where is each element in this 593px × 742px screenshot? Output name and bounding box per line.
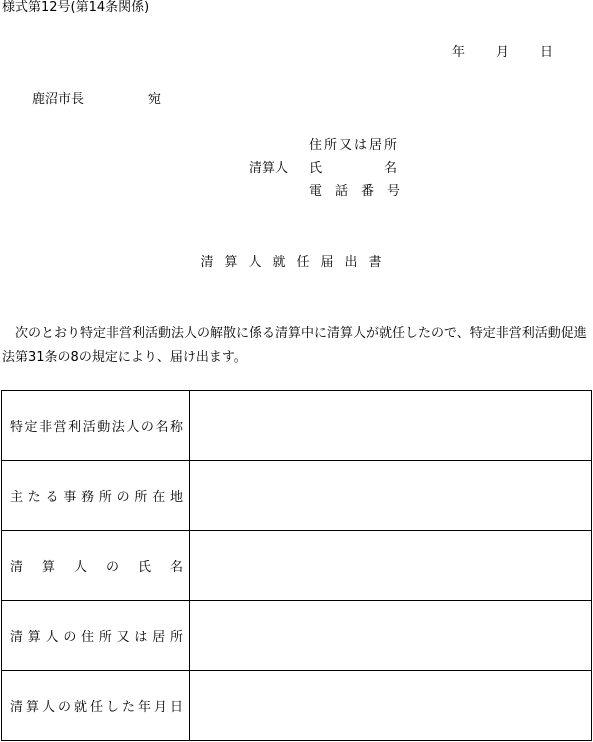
applicant-name-row (249, 161, 397, 184)
table-row (2, 601, 592, 671)
row-label-cell (2, 671, 190, 741)
table-row (2, 461, 592, 531)
row-label: 清算人の就任した年月日 (10, 700, 183, 715)
table-row (2, 531, 592, 601)
row-value-cell[interactable] (190, 461, 592, 531)
row-label: 清算人の氏名 (10, 560, 183, 575)
applicant-prefix: 清算人 (249, 161, 289, 176)
applicant-name-label: 氏 名 (309, 161, 397, 176)
applicant-address-label: 住所又は居所 (309, 138, 397, 153)
row-value-cell[interactable] (190, 391, 592, 461)
form-number: 様式第12号(第14条関係) (2, 0, 150, 15)
row-label-cell (2, 601, 190, 671)
row-label-cell (2, 531, 190, 601)
row-value-cell[interactable] (190, 601, 592, 671)
applicant-block (249, 138, 401, 207)
addressee (32, 92, 161, 108)
date-month-label: 月 (496, 45, 510, 60)
body-text: 次のとおり特定非営利活動法人の解散に係る清算中に清算人が就任したので、特定非営利活動促進法第31条の8の規定により、届け出ます。 (2, 326, 587, 365)
row-label: 清算人の住所又は居所 (10, 630, 183, 645)
row-label-cell (2, 391, 190, 461)
row-value-cell[interactable] (190, 671, 592, 741)
row-value-cell[interactable] (190, 531, 592, 601)
table-row (2, 391, 592, 461)
row-label: 特定非営利活動法人の名称 (10, 420, 183, 435)
addressee-suffix: 宛 (148, 92, 162, 107)
table-row (2, 671, 592, 741)
applicant-phone-label: 電 話 番 号 (309, 184, 401, 199)
document-title: 清算人就任届出書 (200, 255, 393, 270)
row-label-cell (2, 461, 190, 531)
applicant-phone-row (249, 184, 401, 207)
row-label: 主たる事務所の所在地 (10, 490, 183, 505)
date-day-label: 日 (540, 45, 554, 60)
date-year-label: 年 (452, 45, 466, 60)
detail-table (1, 390, 592, 741)
date-line (452, 45, 553, 61)
applicant-address-row (249, 138, 397, 161)
addressee-title: 鹿沼市長 (32, 92, 85, 107)
